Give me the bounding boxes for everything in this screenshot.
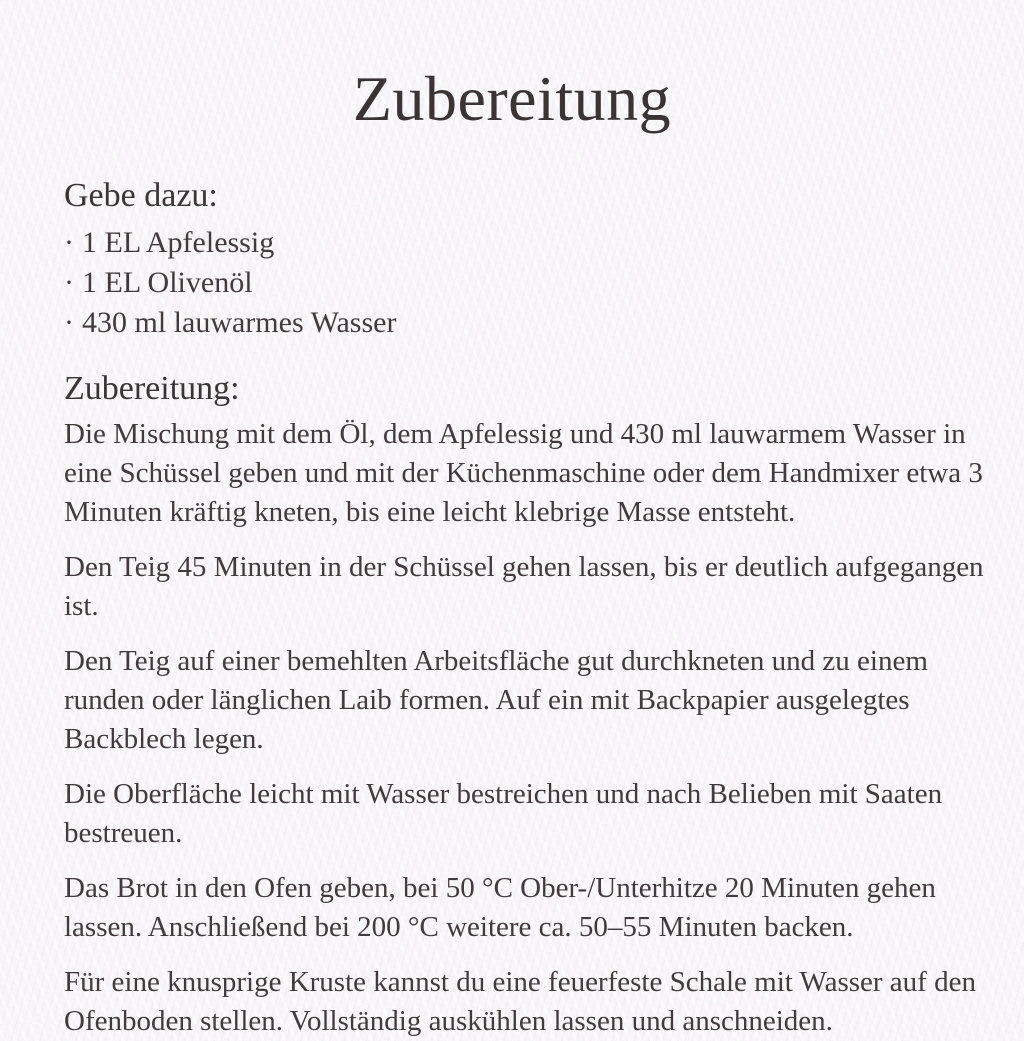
ingredient-text: 430 ml lauwarmes Wasser bbox=[82, 305, 397, 339]
bullet-icon: · bbox=[64, 225, 74, 259]
preparation-step: Den Teig auf einer bemehlten Arbeitsfläche gut durchkneten und zu einem runden oder länglichen Laib formen. Auf ein mit Backpapier ausgelegtes Backblech legen. bbox=[64, 644, 928, 755]
preparation-step: Das Brot in den Ofen geben, bei 50 °C Ober-/Unterhitze 20 Minuten gehen lassen. Anschließend bei 200 °C weitere ca. 50–55 Minuten backen. bbox=[64, 871, 936, 943]
preparation-step: Die Oberfläche leicht mit Wasser bestreichen und nach Belieben mit Saaten bestreuen. bbox=[64, 777, 943, 849]
preparation-heading: Zubereitung: bbox=[64, 369, 240, 407]
bullet-icon: · bbox=[64, 265, 74, 299]
bullet-icon: · bbox=[64, 305, 74, 339]
ingredient-text: 1 EL Apfelessig bbox=[82, 225, 275, 259]
preparation-step: Die Mischung mit dem Öl, dem Apfelessig und 430 ml lauwarmem Wasser in eine Schüssel geben und mit der Küchenmaschine oder dem Handmixer etwa 3 Minuten kräftig kneten, bis eine leicht klebrige Masse entsteht. bbox=[64, 417, 983, 528]
page-title: Zubereitung bbox=[352, 63, 672, 134]
list-item bbox=[64, 223, 994, 263]
list-item bbox=[64, 263, 994, 303]
preparation-step: Für eine knusprige Kruste kannst du eine feuerfeste Schale mit Wasser auf den Ofenboden stellen. Vollständig auskühlen lassen und anschneiden. bbox=[64, 965, 976, 1037]
ingredient-text: 1 EL Olivenöl bbox=[82, 265, 253, 299]
preparation-step: Den Teig 45 Minuten in der Schüssel gehen lassen, bis er deutlich aufgegangen ist. bbox=[64, 550, 984, 622]
list-item bbox=[64, 303, 994, 343]
ingredient-list bbox=[64, 223, 994, 343]
ingredients-heading: Gebe dazu: bbox=[64, 177, 218, 215]
